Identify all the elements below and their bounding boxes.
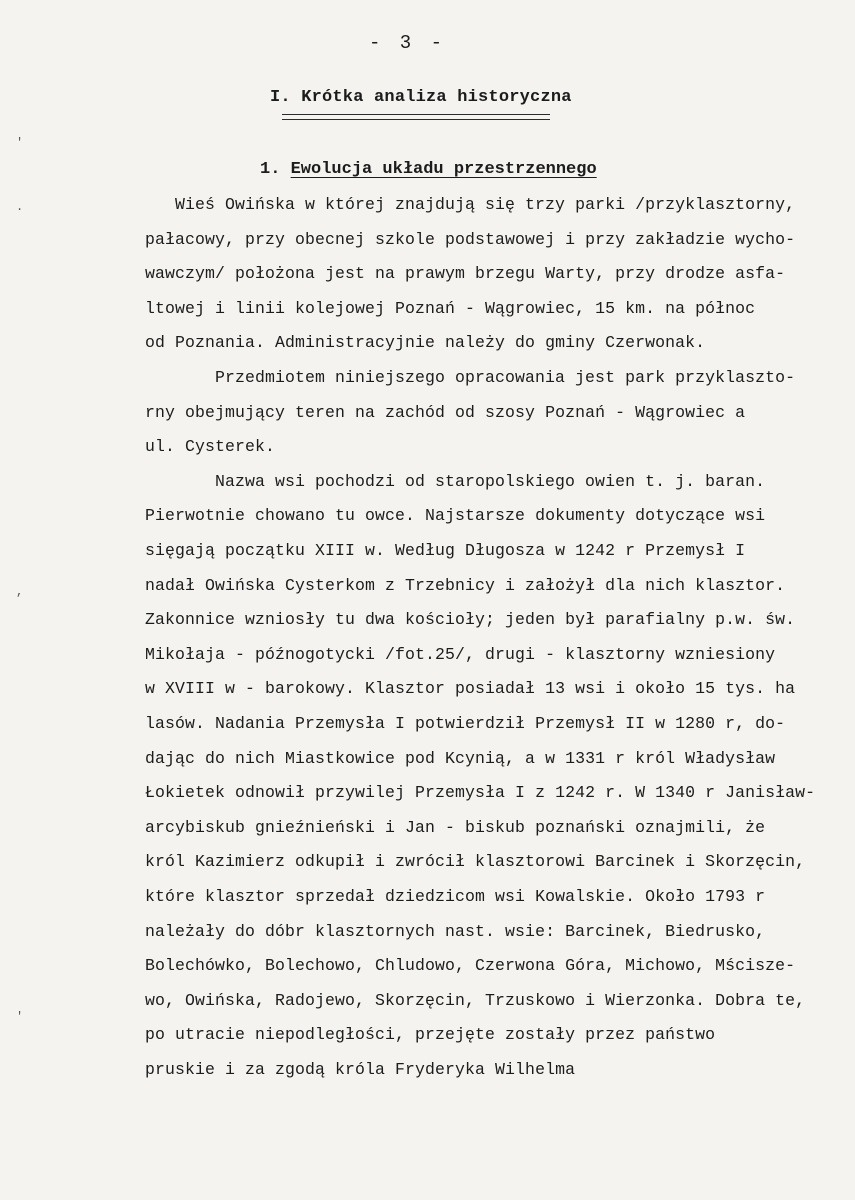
text-line: po utracie niepodległości, przejęte zostały przez państwo — [145, 1025, 716, 1045]
section-heading: I. Krótka analiza historyczna — [270, 88, 572, 107]
margin-mark: ' — [16, 1010, 24, 1024]
margin-mark: , — [16, 585, 24, 599]
text-line: sięgają początku XIII w. Według Długosza w 1242 r Przemysł I — [145, 541, 746, 560]
text-line: należały do dóbr klasztornych nast. wsie: Barcinek, Biedrusko, — [145, 921, 766, 941]
text-line: lasów. Nadania Przemysła I potwierdził Przemysł II w 1280 r, do- — [145, 714, 786, 733]
margin-mark: ' — [16, 136, 24, 150]
subsection-title: Ewolucja układu przestrzennego — [290, 160, 597, 179]
text-line: Bolechówko, Bolechowo, Chludowo, Czerwona Góra, Michowo, Mściszе- — [145, 956, 796, 976]
text-line: dając do nich Miastkowice pod Kcynią, a w 1331 r król Władysław — [145, 748, 776, 768]
text-line: wawczym/ położona jest na prawym brzegu Warty, przy drodze asfa- — [145, 264, 786, 284]
subsection-number: 1. — [260, 160, 281, 179]
text-line: wo, Owińska, Radojewo, Skorzęcin, Trzuskowo i Wierzonka. Dobra te, — [145, 990, 806, 1010]
text-line: w XVIII w - barokowy. Klasztor posiadał 13 wsi i około 15 tys. ha — [145, 679, 796, 699]
text-line: arcybiskub gnieźnieński i Jan - biskub poznański oznajmili, że — [145, 817, 766, 837]
text-line: ul. Cysterek. — [145, 437, 276, 457]
text-line: Nazwa wsi pochodzi od staropolskiego owien t. j. baran. — [215, 471, 766, 491]
text-line: Przedmiotem niniejszego opracowania jest park przyklaszto- — [215, 368, 796, 387]
text-line: Łokietek odnowił przywilej Przemysła I z 1242 r. W 1340 r Janisław- — [145, 783, 816, 803]
page-number: - 3 - — [368, 32, 446, 54]
text-line: król Kazimierz odkupił i zwrócił klasztorowi Barcinek i Skorzęcin, — [145, 852, 806, 872]
margin-mark: . — [16, 200, 24, 214]
text-line: Mikołaja - późnogotycki /fot.25/, drugi - klasztorny wzniesiony — [145, 644, 776, 664]
text-line: od Poznania. Administracyjnie należy do gminy Czerwonak. — [145, 333, 706, 353]
text-line: rny obejmujący teren na zachód od szosy Poznań - Wągrowiec a — [145, 402, 746, 422]
text-line: Wieś Owińska w której znajdują się trzy parki /przyklasztorny, — [175, 195, 796, 214]
text-line: Zakonnice wzniosły tu dwa kościoły; jeden był parafialny p.w. św. — [145, 610, 796, 630]
text-line: pałacowy, przy obecnej szkole podstawowej i przy zakładzie wycho- — [145, 229, 796, 249]
text-line: które klasztor sprzedał dziedzicom wsi Kowalskie. Około 1793 r — [145, 887, 766, 906]
heading-double-underline — [282, 114, 550, 120]
text-line: nadał Owińska Cysterkom z Trzebnicy i założył dla nich klasztor. — [145, 575, 786, 595]
text-line: Pierwotnie chowano tu owce. Najstarsze dokumenty dotyczące wsi — [145, 506, 766, 526]
subsection-heading — [260, 160, 597, 179]
text-line: ltowej i linii kolejowej Poznań - Wągrowiec, 15 km. na północ — [145, 298, 756, 318]
text-line: pruskie i za zgodą króla Fryderyka Wilhelma — [145, 1060, 576, 1079]
